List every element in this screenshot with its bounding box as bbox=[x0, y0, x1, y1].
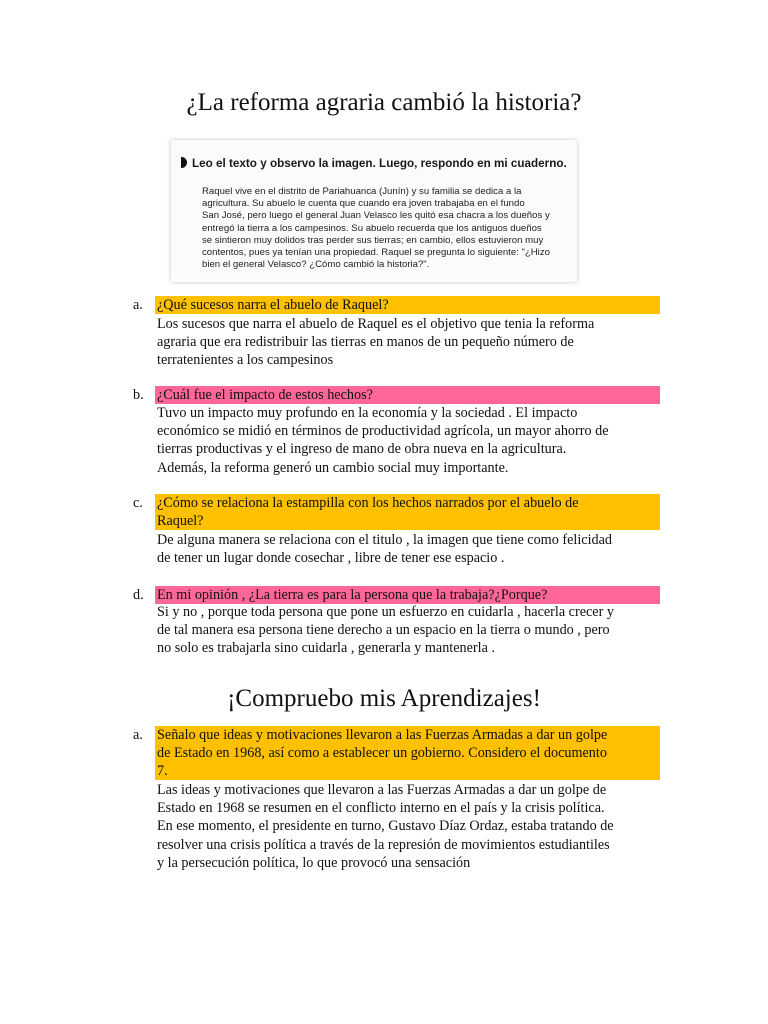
question-line: Señalo que ideas y motivaciones llevaron a las Fuerzas Armadas a dar un golpe bbox=[157, 727, 608, 743]
question-text bbox=[155, 296, 660, 314]
bullet-icon bbox=[181, 157, 187, 168]
excerpt-line: Raquel vive en el distrito de Pariahuanca (Junín) y su familia se dedica a la bbox=[202, 186, 522, 197]
excerpt-line: agricultura. Su abuelo le cuenta que cuando era joven trabajaba en el fundo bbox=[202, 198, 525, 210]
excerpt-line: San José, pero luego el general Juan Velasco les quitó esa chacra a los dueños y bbox=[202, 210, 550, 222]
answer-text bbox=[157, 603, 659, 658]
answer-line: Si y no , porque toda persona que pone un esfuerzo en cuidarla , hacerla crecer y bbox=[157, 604, 614, 620]
answer-line: tierras productivas y el ingreso de mano de obra nueva en la agricultura. bbox=[157, 441, 567, 458]
answer-line: de tener un lugar donde cosechar , libre de tener ese espacio . bbox=[157, 550, 505, 567]
answer-text bbox=[157, 315, 659, 370]
question-text bbox=[155, 586, 660, 604]
answer-line: agraria que era redistribuir las tierras en manos de un pequeño número de bbox=[157, 334, 574, 351]
question-line: 7. bbox=[157, 763, 168, 779]
excerpt-line: entregó la tierra a los campesinos. Su abuelo recuerda que los antiguos dueños bbox=[202, 222, 542, 234]
answer-line: de tal manera esa persona tiene derecho a un espacio en la tierra o mundo , pero bbox=[157, 622, 610, 639]
answer-text bbox=[157, 404, 659, 477]
question-text bbox=[155, 386, 660, 404]
section-title: ¡Compruebo mis Aprendizajes! bbox=[227, 685, 541, 712]
question-text bbox=[155, 494, 660, 530]
answer-line: De alguna manera se relaciona con el titulo , la imagen que tiene como felicidad bbox=[157, 532, 612, 548]
answer-line: terratenientes a los campesinos bbox=[157, 352, 334, 369]
excerpt-body bbox=[202, 186, 562, 271]
answer-line: no solo es trabajarla sino cuidarla , generarla y mantenerla . bbox=[157, 640, 495, 657]
answer-line: y la persecución política, lo que provocó una sensación bbox=[157, 854, 471, 871]
question-line: ¿Cómo se relaciona la estampilla con los hechos narrados por el abuelo de bbox=[157, 495, 579, 511]
question-line: ¿Qué sucesos narra el abuelo de Raquel? bbox=[157, 297, 389, 313]
question-line: Raquel? bbox=[157, 513, 204, 529]
answer-line: En ese momento, el presidente en turno, Gustavo Díaz Ordaz, estaba tratando de bbox=[157, 818, 614, 835]
question-text bbox=[155, 726, 660, 780]
answer-line: Los sucesos que narra el abuelo de Raquel es el objetivo que tenia la reforma bbox=[157, 316, 595, 332]
question-letter: a. bbox=[133, 727, 143, 743]
excerpt-line: contentos, pues ya tenían una propiedad. Raquel se pregunta lo siguiente: "¿Hizo bbox=[202, 247, 550, 259]
excerpt-heading: Leo el texto y observo la imagen. Luego, respondo en mi cuaderno. bbox=[192, 157, 567, 170]
question-letter: a. bbox=[133, 297, 143, 313]
answer-line: económico se midió en términos de productividad agrícola, un mayor ahorro de bbox=[157, 423, 609, 440]
question-letter: b. bbox=[133, 387, 144, 403]
page-title: ¿La reforma agraria cambió la historia? bbox=[186, 89, 582, 116]
answer-line: Tuvo un impacto muy profundo en la economía y la sociedad . El impacto bbox=[157, 405, 578, 421]
excerpt-line: bien el general Velasco? ¿Cómo cambió la historia?". bbox=[202, 259, 430, 271]
answer-line: resolver una crisis política a través de la represión de movimientos estudiantiles bbox=[157, 836, 610, 853]
excerpt-line: se sintieron muy dolidos tras perder sus tierras; en cambio, ellos estuvieron muy bbox=[202, 234, 544, 246]
question-line: ¿Cuál fue el impacto de estos hechos? bbox=[157, 387, 373, 403]
question-line: de Estado en 1968, así como a establecer un gobierno. Considero el documento bbox=[157, 745, 607, 761]
answer-text bbox=[157, 781, 659, 872]
answer-line: Estado en 1968 se resumen en el conflicto interno en el país y la crisis política. bbox=[157, 800, 605, 817]
question-letter: d. bbox=[133, 587, 144, 603]
textbook-excerpt-image bbox=[171, 140, 577, 282]
answer-text bbox=[157, 531, 659, 567]
answer-line: Además, la reforma generó un cambio social muy importante. bbox=[157, 459, 509, 476]
answer-line: Las ideas y motivaciones que llevaron a las Fuerzas Armadas a dar un golpe de bbox=[157, 782, 607, 798]
question-letter: c. bbox=[133, 495, 143, 511]
question-line: En mi opinión , ¿La tierra es para la persona que la trabaja?¿Porque? bbox=[157, 587, 548, 603]
